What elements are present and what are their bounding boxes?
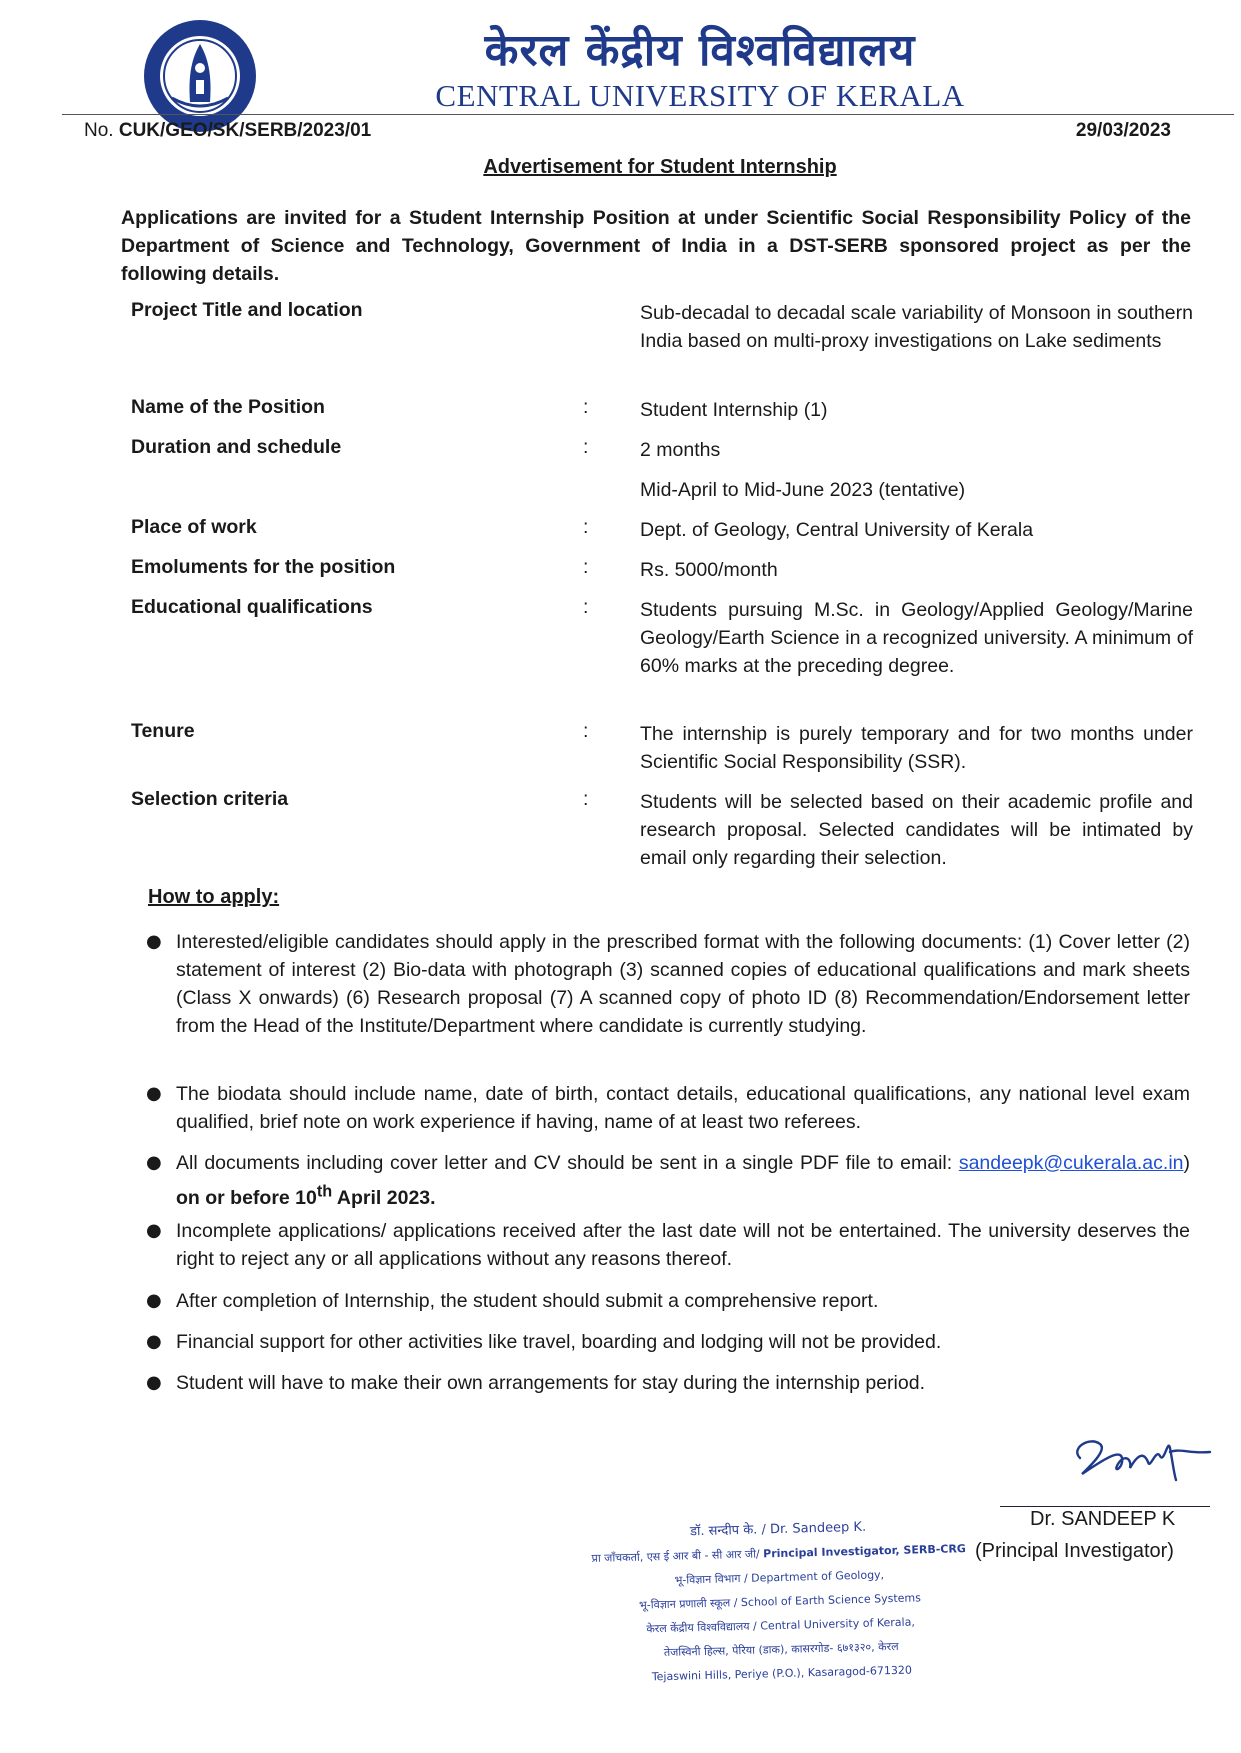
signature-line bbox=[1000, 1506, 1210, 1507]
signatory-role: (Principal Investigator) bbox=[975, 1540, 1174, 1562]
detail-colon: : bbox=[583, 788, 589, 810]
bullet-icon: ● bbox=[146, 1083, 162, 1104]
email-instruction: All documents including cover letter and CV should be sent in a single PDF file to email: bbox=[176, 1152, 959, 1174]
detail-value: Students pursuing M.Sc. in Geology/Applied Geology/Marine Geology/Earth Science in a recognized university. A minimum of 60% marks at the preceding degree. bbox=[640, 599, 1193, 677]
detail-label: Duration and schedule bbox=[131, 436, 342, 458]
bullet-icon: ● bbox=[146, 931, 162, 952]
reference-prefix: No. bbox=[84, 120, 114, 141]
deadline-superscript: th bbox=[316, 1182, 333, 1200]
detail-colon: : bbox=[583, 596, 589, 618]
detail-value: Mid-April to Mid-June 2023 (tentative) bbox=[640, 479, 966, 501]
detail-colon: : bbox=[583, 436, 589, 458]
stamp-department: भू-विज्ञान विभाग / Department of Geology, bbox=[674, 1568, 885, 1587]
apply-bullet-text bbox=[176, 1149, 1190, 1212]
apply-bullet-text: After completion of Internship, the student should submit a comprehensive report. bbox=[176, 1290, 879, 1312]
stamp-university: केरल केंद्रीय विश्वविद्यालय / Central University of Kerala, bbox=[646, 1615, 916, 1636]
stamp-address-hindi: तेजस्विनी हिल्स, पेरिया (डाक), कासरगोड- ६७१३२०, केरल bbox=[663, 1639, 899, 1660]
detail-value: Sub-decadal to decadal scale variability of Monsoon in southern India based on multi-proxy investigations on Lake sediments bbox=[640, 302, 1193, 352]
document-date: 29/03/2023 bbox=[1075, 120, 1171, 141]
bullet-icon: ● bbox=[146, 1290, 162, 1311]
detail-label: Project Title and location bbox=[131, 299, 363, 321]
stamp-designation-english: Principal Investigator, SERB-CRG bbox=[763, 1542, 967, 1561]
university-logo bbox=[142, 18, 258, 134]
email-link[interactable]: sandeepk@cukerala.ac.in bbox=[958, 1152, 1184, 1174]
bullet-icon: ● bbox=[146, 1331, 162, 1352]
university-name-hindi: केरल केंद्रीय विश्वविद्यालय bbox=[484, 25, 916, 76]
stamp-school: भू-विज्ञान प्रणाली स्कूल / School of Earth Science Systems bbox=[638, 1591, 922, 1612]
detail-colon: : bbox=[583, 556, 589, 578]
detail-value: 2 months bbox=[640, 439, 721, 461]
how-to-apply-heading: How to apply: bbox=[148, 886, 280, 908]
handwritten-signature bbox=[1060, 1418, 1220, 1498]
detail-value: Rs. 5000/month bbox=[640, 559, 778, 581]
apply-bullet-text: The biodata should include name, date of birth, contact details, educational qualifications, any national level exam qualified, brief note on work experience if having, name of at least two referees. bbox=[176, 1083, 1190, 1133]
deadline-suffix: April 2023. bbox=[332, 1186, 436, 1209]
apply-bullet-text: Student will have to make their own arrangements for stay during the internship period. bbox=[176, 1372, 925, 1394]
deadline-text bbox=[176, 1182, 436, 1209]
detail-label: Name of the Position bbox=[131, 396, 325, 418]
intro-paragraph: Applications are invited for a Student Internship Position at under Scientific Social Responsibility Policy of the Department of Science and Technology, Government of India in a DST-SERB sponsored project as per the following details. bbox=[121, 207, 1191, 285]
signatory-name: Dr. SANDEEP K bbox=[1030, 1508, 1176, 1530]
reference-number bbox=[84, 120, 371, 142]
official-stamp bbox=[578, 1513, 982, 1691]
reference-value: CUK/GEO/SK/SERB/2023/01 bbox=[118, 120, 372, 141]
header-divider bbox=[62, 114, 1234, 115]
email-close-paren: ) bbox=[1183, 1152, 1190, 1174]
stamp-name: डॉ. सन्दीप के. / Dr. Sandeep K. bbox=[689, 1519, 867, 1540]
detail-colon: : bbox=[583, 396, 589, 418]
detail-colon: : bbox=[583, 516, 589, 538]
detail-value: The internship is purely temporary and for two months under Scientific Social Responsibility (SSR). bbox=[640, 723, 1193, 773]
detail-label: Emoluments for the position bbox=[131, 556, 396, 578]
document-heading: Advertisement for Student Internship bbox=[483, 156, 837, 178]
detail-label: Place of work bbox=[131, 516, 257, 538]
detail-value: Dept. of Geology, Central University of Kerala bbox=[640, 519, 1034, 541]
apply-bullet-text: Incomplete applications/ applications received after the last date will not be entertained. The university deserves the right to reject any or all applications without any reasons thereof. bbox=[176, 1220, 1190, 1270]
detail-label: Tenure bbox=[131, 720, 195, 742]
bullet-icon: ● bbox=[146, 1220, 162, 1241]
detail-value: Student Internship (1) bbox=[640, 399, 828, 421]
detail-colon: : bbox=[583, 720, 589, 742]
detail-label: Educational qualifications bbox=[131, 596, 373, 618]
bullet-icon: ● bbox=[146, 1152, 162, 1173]
university-name-english: CENTRAL UNIVERSITY OF KERALA bbox=[435, 78, 965, 113]
apply-bullet-text: Financial support for other activities like travel, boarding and lodging will not be provided. bbox=[176, 1331, 942, 1353]
stamp-address-english: Tejaswini Hills, Periye (P.O.), Kasaragod-671320 bbox=[651, 1663, 913, 1684]
apply-bullet-text: Interested/eligible candidates should apply in the prescribed format with the following documents: (1) Cover letter (2) statement of interest (2) Bio-data with photograph (3) scanned copies of educational qualifications and mark sheets (Class X onwards) (6) Research proposal (7) A scanned copy of photo ID (8) Recommendation/Endorsement letter from the Head of the Institute/Department where candidate is currently studying. bbox=[176, 931, 1190, 1037]
bullet-icon: ● bbox=[146, 1372, 162, 1393]
detail-label: Selection criteria bbox=[131, 788, 289, 810]
deadline-prefix: on or before 10 bbox=[176, 1186, 317, 1209]
detail-value: Students will be selected based on their academic profile and research proposal. Selected candidates will be intimated by email only regarding their selection. bbox=[640, 791, 1193, 869]
stamp-designation-hindi: प्रा जाँचकर्ता, एस ई आर बी - सी आर जी/ bbox=[591, 1547, 764, 1565]
